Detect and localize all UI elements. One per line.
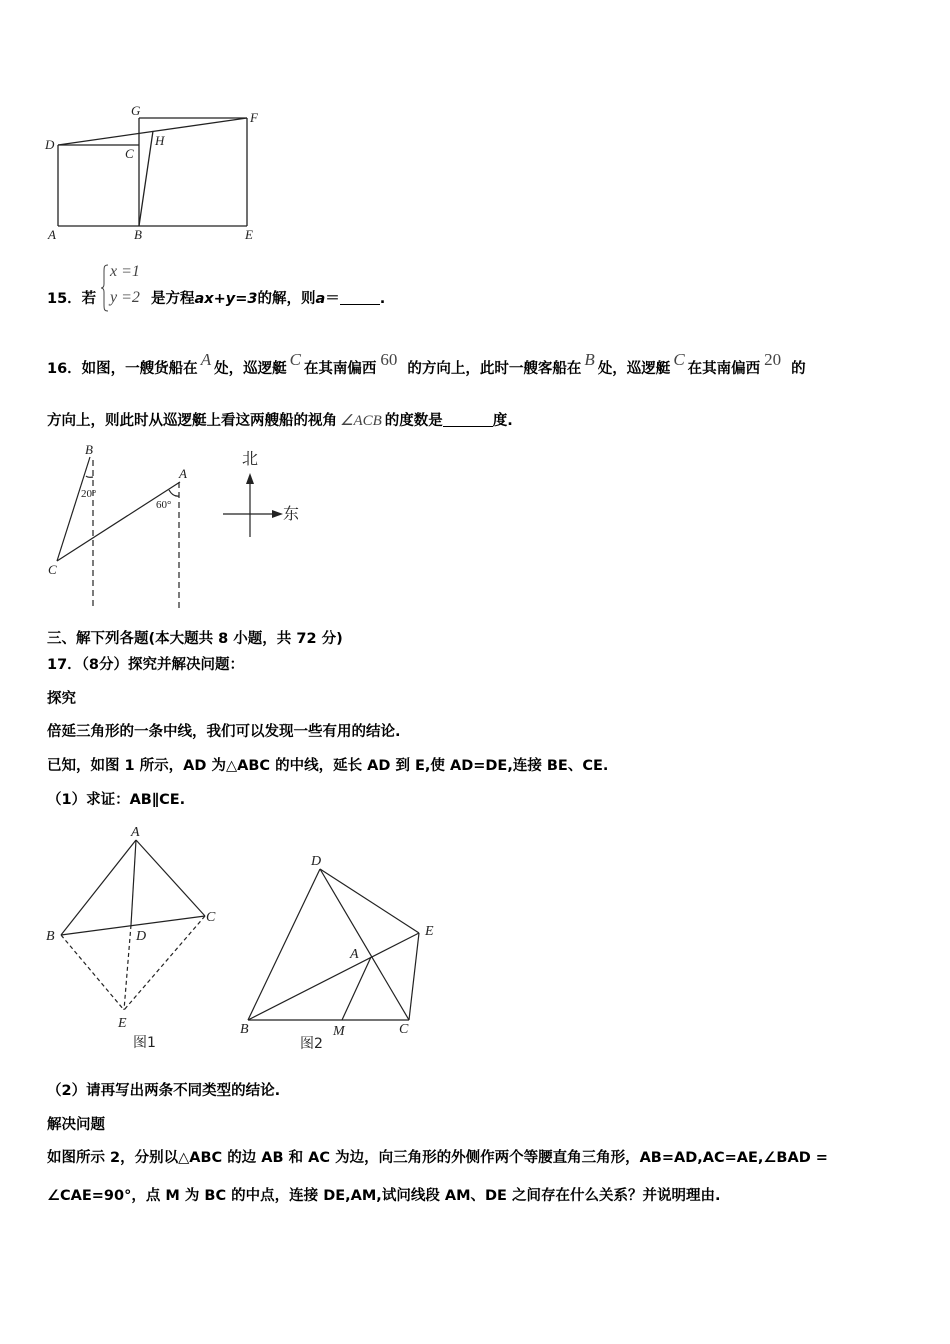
seg-DE [124, 925, 131, 1010]
seg-DE [320, 869, 419, 933]
north-arrow-icon [246, 473, 254, 484]
q17-desc-line1: 如图所示 2，分别以△ABC 的边 AB 和 AC 为边，向三角形的外侧作两个等腰直角三角形，AB=AD,AC=AE,∠BAD = [47, 1150, 828, 1166]
seg-DB [248, 869, 320, 1020]
seg-BE [61, 935, 124, 1010]
q15-rest: 是方程ax+y=3的解，则a＝ . [151, 291, 386, 307]
label-north: 北 [242, 449, 259, 468]
label-20deg: 20° [81, 488, 97, 500]
label-M: M [333, 1024, 345, 1039]
q17-given: 已知，如图 1 所示，AD 为△ABC 的中线，延长 AD 到 E,使 AD=DE,连接 BE、CE. [47, 758, 609, 774]
question-16-line1: 16．如图，一艘货船在 A 处，巡逻艇 C 在其南偏西 60 的方向上，此时一艘客船在 B 处，巡逻艇 C 在其南偏西 20 的 [47, 350, 806, 377]
label-B: B [46, 929, 55, 944]
label-A: A [48, 227, 56, 242]
question-16-line2: 方向上，则此时从巡逻艇上看这两艘船的视角 ∠ACB 的度数是 度. [47, 413, 513, 429]
seg-BC [61, 916, 205, 935]
label-B: B [85, 442, 93, 457]
figure-2 [230, 845, 445, 1053]
q17-part1: （1）求证：AB∥CE. [47, 792, 186, 808]
label-E: E [118, 1016, 127, 1031]
figure-1-caption: 图1 [133, 1035, 156, 1051]
label-G: G [131, 103, 141, 118]
seg-AB [61, 840, 136, 935]
q16-A: A [200, 350, 212, 369]
label-60deg: 60° [156, 499, 172, 511]
q15-var: a [315, 291, 326, 307]
figure-1 [40, 820, 230, 1052]
seg-BE [248, 933, 419, 1020]
q15-number: 15．若 [47, 291, 97, 307]
q16-angle: ∠ACB [340, 413, 382, 429]
brace-icon [100, 264, 110, 312]
label-E: E [245, 227, 253, 242]
seg-AD [131, 840, 136, 925]
label-F: F [250, 110, 258, 125]
label-D: D [136, 929, 147, 944]
label-A: A [131, 825, 140, 840]
label-A: A [179, 466, 187, 481]
label-D: D [45, 137, 55, 152]
label-east: 东 [283, 504, 300, 523]
label-C: C [399, 1022, 409, 1037]
q17-explore: 探究 [47, 691, 76, 707]
q17-title: 17．（8分）探究并解决问题： [47, 657, 245, 673]
seg-BH [139, 131, 153, 226]
ship-bearing-figure [40, 440, 310, 610]
seg-CB [57, 457, 90, 561]
label-C: C [206, 910, 216, 925]
rectangles-figure [40, 100, 270, 248]
q17-intro: 倍延三角形的一条中线，我们可以发现一些有用的结论. [47, 724, 401, 740]
label-E: E [425, 924, 434, 939]
seg-CA [57, 482, 180, 561]
q15-eq1: x =1 [110, 263, 140, 280]
q15-answer-blank [340, 290, 380, 305]
q17-part2: （2）请再写出两条不同类型的结论. [47, 1083, 281, 1099]
figure-2-caption: 图2 [300, 1036, 323, 1052]
q15-eq2: y =2 [110, 289, 140, 306]
q16-B: B [584, 350, 595, 369]
label-B: B [240, 1022, 249, 1037]
q17-desc-line2: ∠CAE=90°，点 M 为 BC 的中点，连接 DE,AM,试问线段 AM、DE 之间存在什么关系？并说明理由. [47, 1188, 721, 1204]
q16-answer-blank [443, 412, 493, 427]
seg-AM [342, 957, 371, 1020]
label-C: C [48, 562, 57, 577]
q16-C2: C [673, 350, 685, 369]
east-arrow-icon [272, 510, 283, 518]
label-B: B [134, 227, 142, 242]
label-H: H [155, 133, 165, 148]
section-3-title: 三、解下列各题(本大题共 8 小题，共 72 分) [47, 631, 343, 647]
seg-EC [409, 933, 419, 1020]
q16-C: C [289, 350, 301, 369]
label-C: C [125, 146, 134, 161]
q16-60: 60 [380, 350, 398, 369]
q15-equation: ax+y=3 [194, 291, 258, 307]
q17-solve: 解决问题 [47, 1117, 105, 1133]
label-D: D [311, 854, 322, 869]
seg-AC [136, 840, 205, 916]
arc-60 [169, 490, 179, 496]
q16-20: 20 [764, 350, 782, 369]
label-A: A [350, 947, 359, 962]
arc-20 [86, 476, 93, 477]
